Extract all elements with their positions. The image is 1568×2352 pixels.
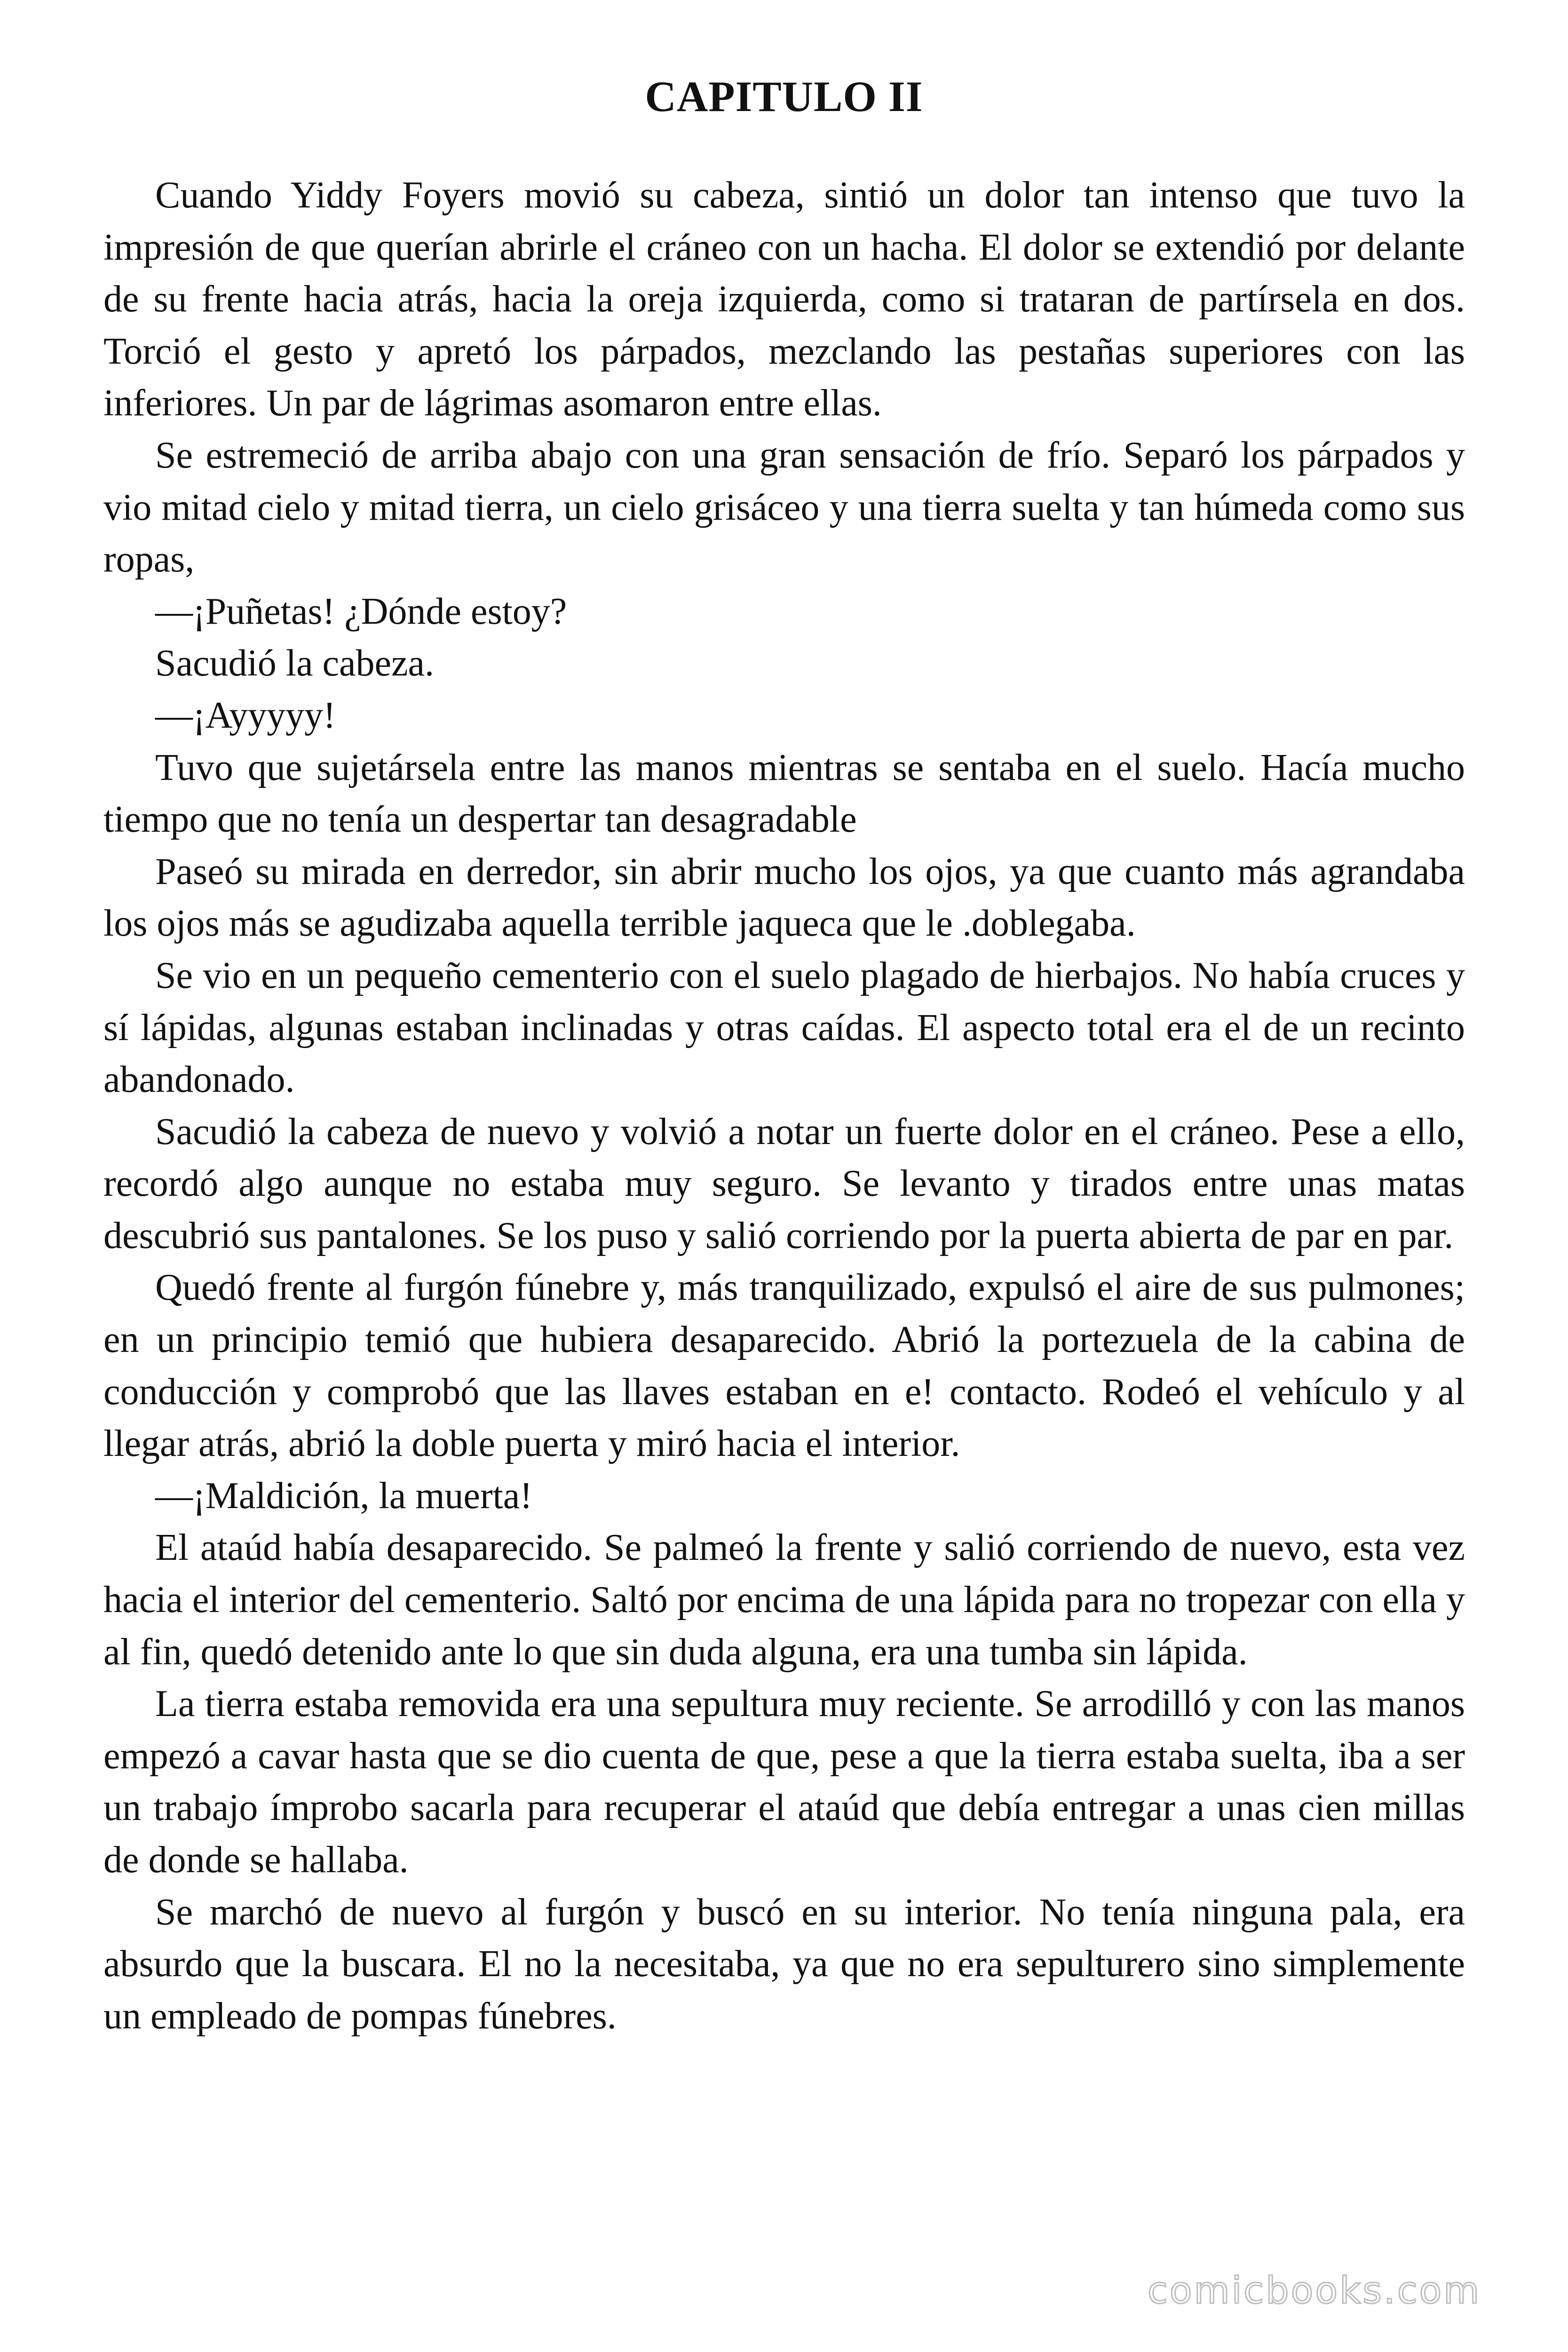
paragraph: —¡Maldición, la muerta!: [155, 1475, 532, 1517]
paragraph: Se marchó de nuevo al furgón y buscó en su interior. No tenía ninguna pala, era absurdo que la buscara. El no la necesitaba, ya que no era sepulturero sino simplemente un empleado de pompas fúnebres.: [103, 1891, 1465, 2037]
paragraph: —¡Puñetas! ¿Dónde estoy?: [155, 590, 567, 632]
paragraph: Tuvo que sujetársela entre las manos mientras se sentaba en el suelo. Hacía mucho tiempo que no tenía un despertar tan desagradable: [103, 747, 1465, 841]
paragraph: Sacudió la cabeza de nuevo y volvió a notar un fuerte dolor en el cráneo. Pese a ello, recordó algo aunque no estaba muy seguro. Se levanto y tirados entre unas matas descubrió sus pantalones. Se los puso y salió corriendo por la puerta abierta de par en par.: [103, 1111, 1465, 1256]
paragraph: Paseó su mirada en derredor, sin abrir mucho los ojos, ya que cuanto más agrandaba los ojos más se agudizaba aquella terrible jaqueca que le .doblegaba.: [103, 850, 1465, 945]
chapter-title: CAPITULO II: [645, 72, 923, 120]
paragraph: Cuando Yiddy Foyers movió su cabeza, sintió un dolor tan intenso que tuvo la impresión de que querían abrirle el cráneo con un hacha. El dolor se extendió por delante de su frente hacia atrás, hacia la oreja izquierda, como si trataran de partírsela en dos. Torció el gesto y apretó los párpados, mezclando las pestañas superiores con las inferiores. Un par de lágrimas asomaron entre ellas.: [103, 175, 1465, 424]
paragraph: La tierra estaba removida era una sepultura muy reciente. Se arrodilló y con las manos empezó a cavar hasta que se dio cuenta de que, pese a que la tierra estaba suelta, iba a ser un trabajo ímprobo sacarla para recuperar el ataúd que debía entregar a unas cien millas de donde se hallaba.: [103, 1683, 1465, 1881]
paragraph: Se estremeció de arriba abajo con una gran sensación de frío. Separó los párpados y vio mitad cielo y mitad tierra, un cielo grisáceo y una tierra suelta y tan húmeda como sus ropas,: [103, 434, 1465, 580]
chapter-body: [103, 169, 1465, 2042]
paragraph: Quedó frente al furgón fúnebre y, más tranquilizado, expulsó el aire de sus pulmones; en un principio temió que hubiera desaparecido. Abrió la portezuela de la cabina de conducción y comprobó que las llaves estaban en e! contacto. Rodeó el vehículo y al llegar atrás, abrió la doble puerta y miró hacia el interior.: [103, 1267, 1465, 1465]
paragraph: Sacudió la cabeza.: [155, 643, 435, 684]
paragraph: —¡Ayyyyy!: [155, 694, 336, 736]
watermark: comicbooks.com: [1148, 2270, 1481, 2312]
paragraph: El ataúd había desaparecido. Se palmeó la frente y salió corriendo de nuevo, esta vez hacia el interior del cementerio. Saltó por encima de una lápida para no tropezar con ella y al fin, quedó detenido ante lo que sin duda alguna, era una tumba sin lápida.: [103, 1527, 1465, 1673]
paragraph: Se vio en un pequeño cementerio con el suelo plagado de hierbajos. No había cruces y sí lápidas, algunas estaban inclinadas y otras caídas. El aspecto total era el de un recinto abandonado.: [103, 954, 1465, 1101]
